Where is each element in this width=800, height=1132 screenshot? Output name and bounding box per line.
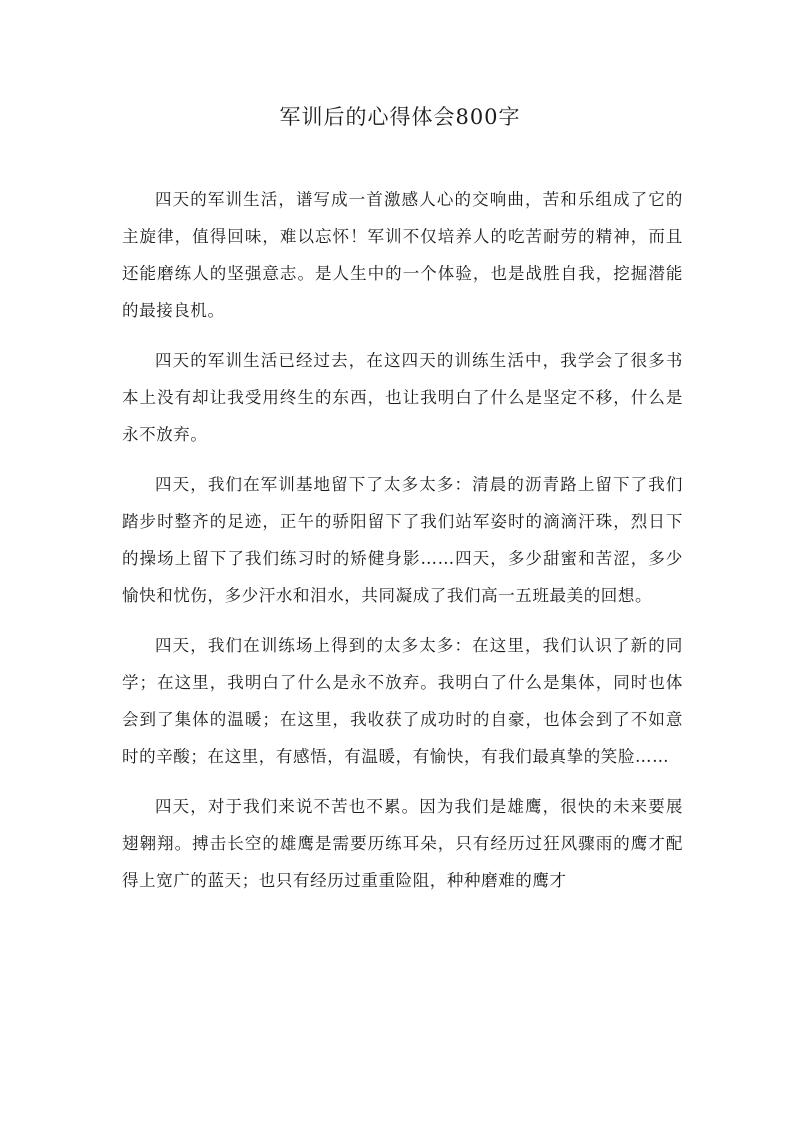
document-body	[122, 181, 683, 912]
paragraph-3: 四天，我们在军训基地留下了太多太多：清晨的沥青路上留下了我们踏步时整齐的足迹，正午的骄阳留下了我们站军姿时的滴滴汗珠，烈日下的操场上留下了我们练习时的矫健身影……四天，多少甜蜜和苦涩，多少愉快和忧伤，多少汗水和泪水，共同凝成了我们高一五班最美的回想。	[122, 475, 683, 605]
paragraph-5: 四天，对于我们来说不苦也不累。因为我们是雄鹰，很快的未来要展翅翱翔。搏击长空的雄鹰是需要历练耳朵，只有经历过狂风骤雨的鹰才配得上宽广的蓝天；也只有经历过重重险阻，种种磨难的鹰才	[122, 797, 683, 890]
paragraph-4: 四天，我们在训练场上得到的太多太多：在这里，我们认识了新的同学；在这里，我明白了什么是永不放弃。我明白了什么是集体，同时也体会到了集体的温暖；在这里，我收获了成功时的自豪，也体会到了不如意时的辛酸；在这里，有感悟，有温暖，有愉快，有我们最真挚的笑脸……	[122, 636, 683, 766]
paragraph-2: 四天的军训生活已经过去，在这四天的训练生活中，我学会了很多书本上没有却让我受用终生的东西，也让我明白了什么是坚定不移，什么是永不放弃。	[122, 351, 683, 444]
document-title: 军训后的心得体会800字	[279, 105, 521, 129]
paragraph-1: 四天的军训生活，谱写成一首激感人心的交响曲，苦和乐组成了它的主旋律，值得回味，难以忘怀！军训不仅培养人的吃苦耐劳的精神，而且还能磨练人的坚强意志。是人生中的一个体验，也是战胜自我，挖掘潜能的最接良机。	[122, 190, 683, 320]
